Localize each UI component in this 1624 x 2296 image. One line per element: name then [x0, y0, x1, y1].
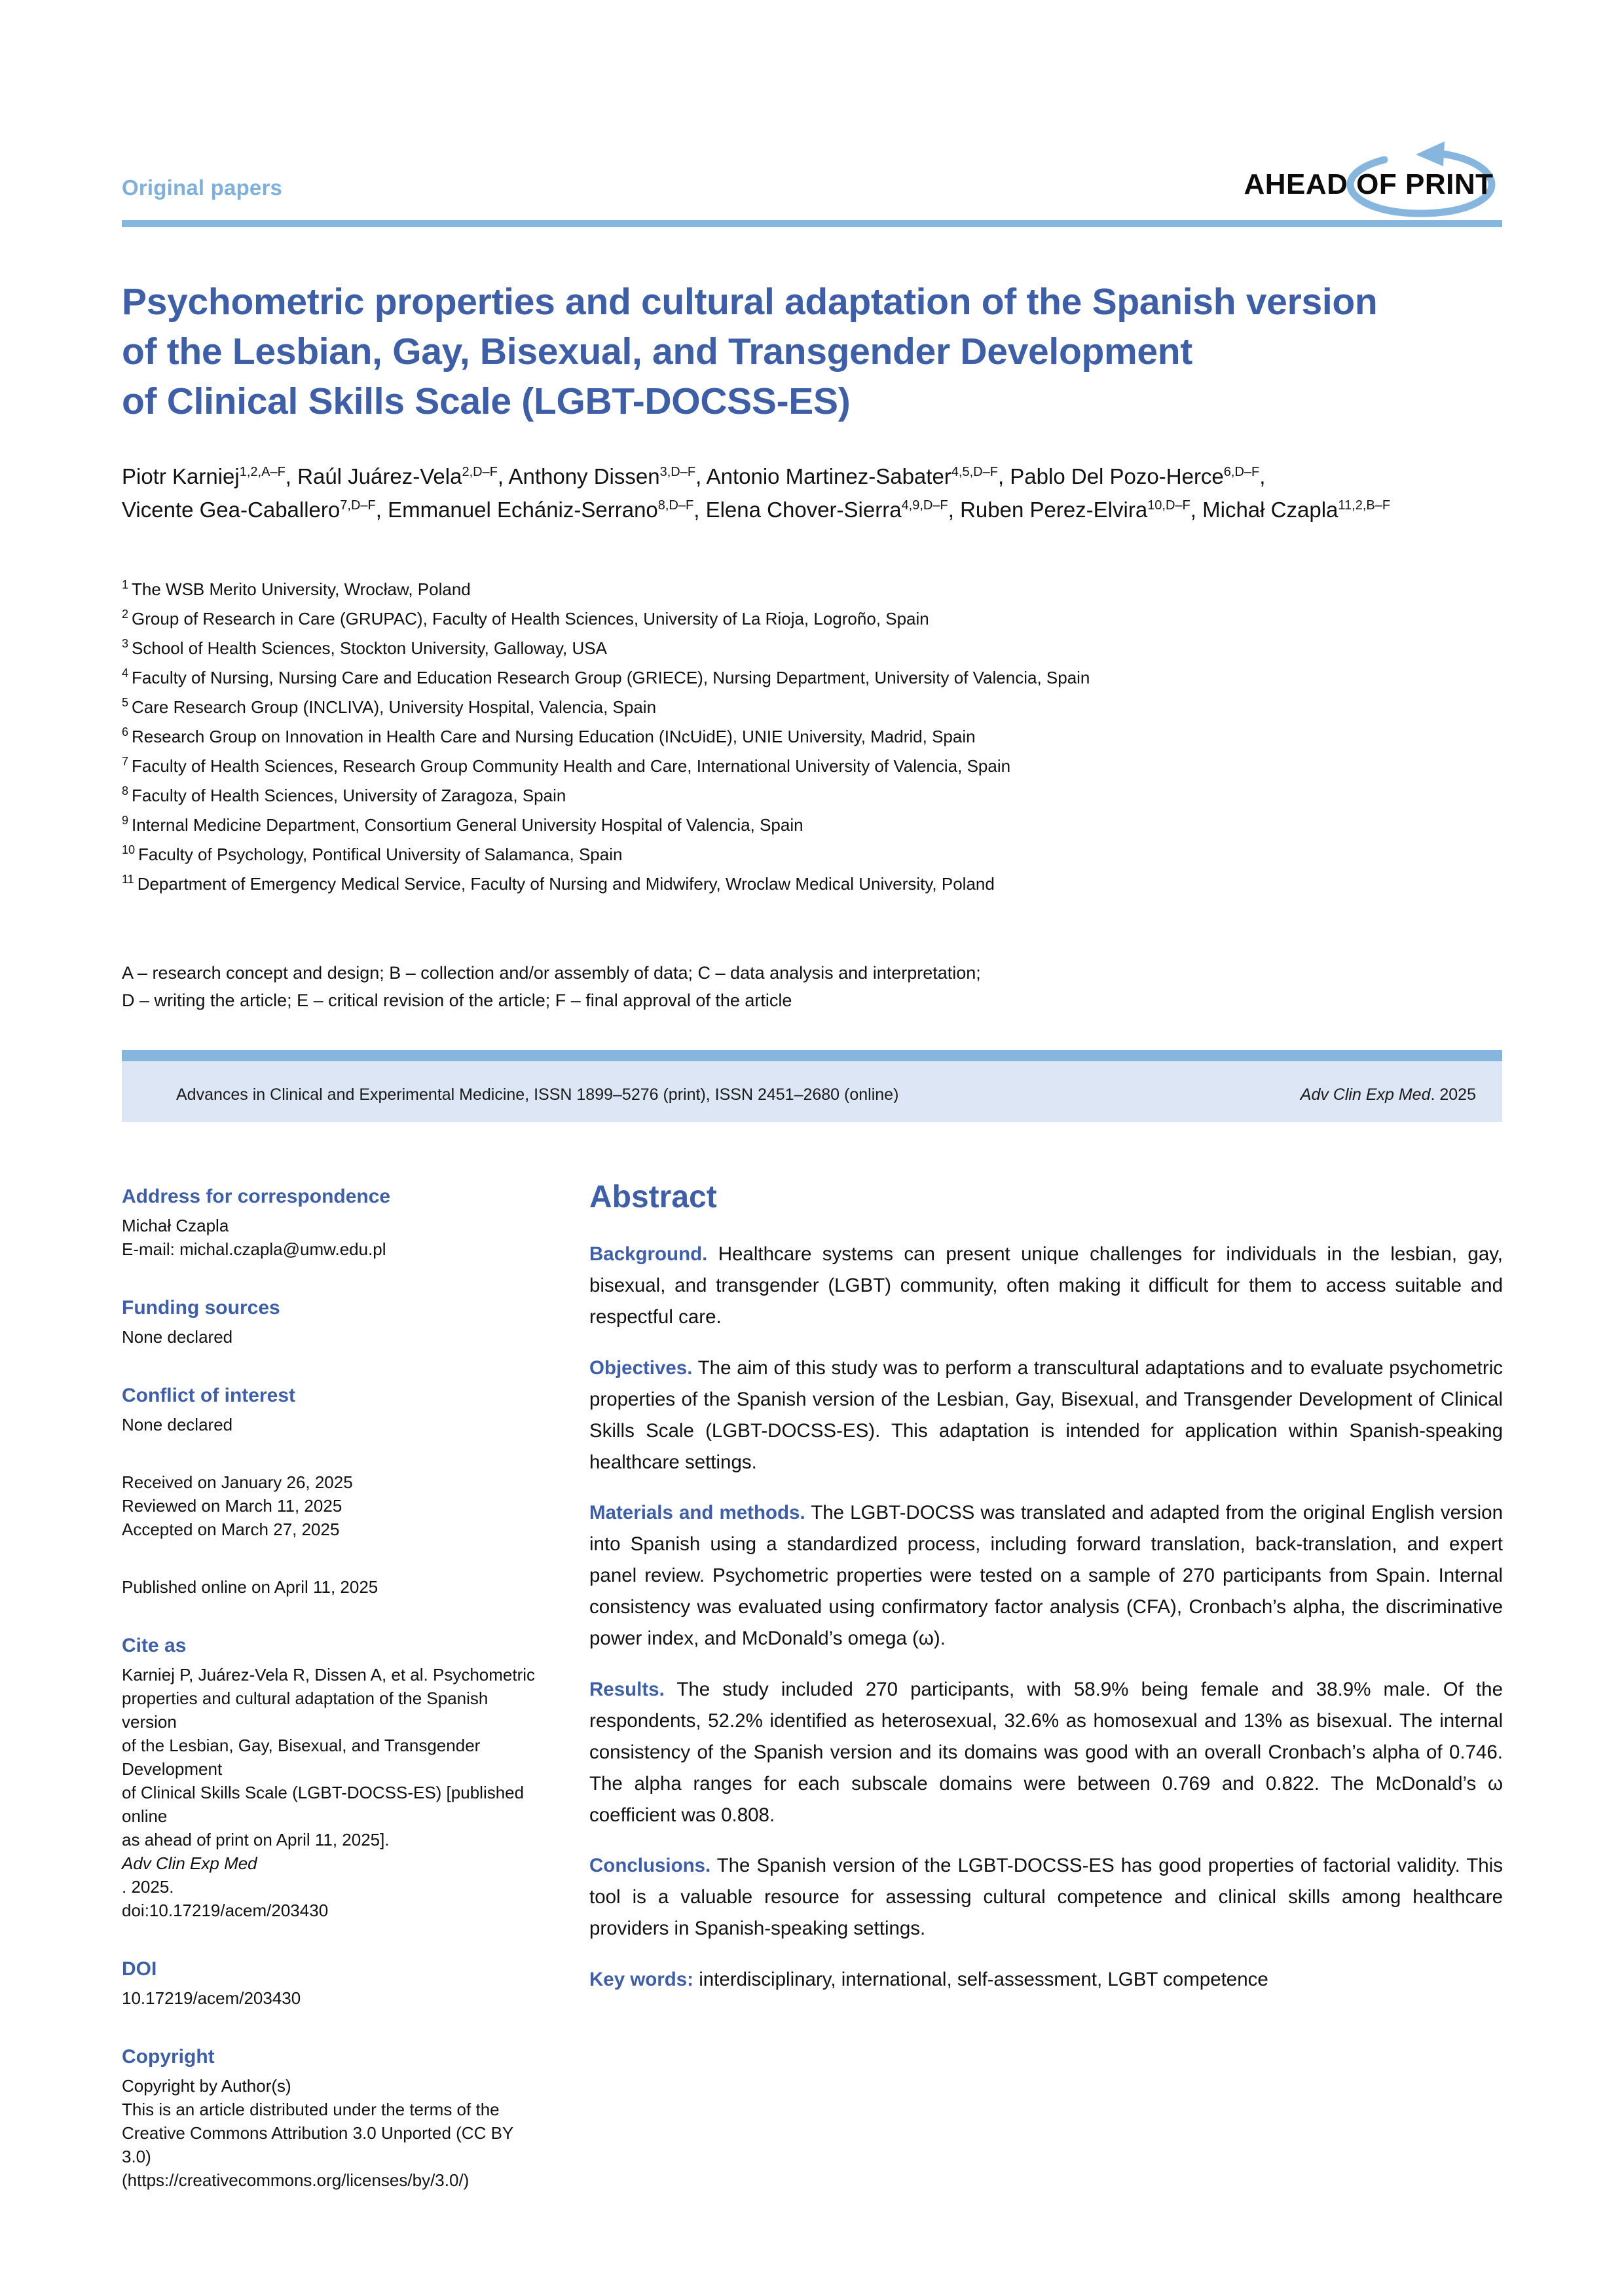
funding-heading: Funding sources — [122, 1297, 280, 1319]
author-name: Ruben Perez-Elvira — [960, 498, 1148, 522]
abstract-section-text: Healthcare systems can present unique challenges for individuals in the lesbian, gay, bisexual, and transgender (LGBT) community, often making it difficult for them to access suitable and respectful care. — [589, 1243, 1503, 1328]
journal-bar-accent — [122, 1050, 1502, 1061]
affiliation-number: 2 — [122, 608, 129, 621]
author-name: Elena Chover-Sierra — [705, 498, 902, 522]
abstract-section-label: Background. — [589, 1243, 708, 1265]
cite-as-line-5-c: . 2025. — [122, 1877, 174, 1897]
funding-text: None declared — [122, 1327, 233, 1347]
author-name: Pablo Del Pozo-Herce — [1010, 464, 1224, 488]
author-line: Piotr Karniej$^{1,2,A-F}$, Raúl Juárez-Vela$^{2,D-F}$, Anthony Dissen$^{3,D-F}$, Antonio Martinez-Sabater$^{4,5,D-F}$, Pablo Del Pozo-Herce$^{6,D-F}$, — [122, 464, 1266, 488]
author-affiliation-marker: 10,D–F — [1147, 498, 1190, 513]
affiliation-number: 11 — [122, 873, 134, 886]
abstract-section-text: The aim of this study was to perform a transcultural adaptations and to evaluate psychometric properties of the Spanish version of the Lesbian, Gay, Bisexual, and Transgender Development of Clinical Skills Scale (LGBT-DOCSS-ES). This adaptation is intended for application within Spanish-speaking healthcare settings. — [589, 1357, 1503, 1473]
author-affiliation-marker: 4,5,D–F — [951, 465, 998, 479]
abstract-section-label: Results. — [589, 1678, 665, 1700]
affiliation-number: 4 — [122, 666, 129, 680]
affiliation-text: Care Research Group (INCLIVA), University Hospital, Valencia, Spain — [132, 697, 657, 717]
cite-as-line-1: Karniej P, Juárez-Vela R, Dissen A, et al. Psychometric — [122, 1665, 536, 1685]
abstract-title: Abstract — [589, 1180, 717, 1214]
date-reviewed: Reviewed on March 11, 2025 — [122, 1496, 342, 1516]
cite-as-block — [122, 1633, 541, 1922]
page-header — [122, 137, 1502, 223]
abstract-section — [589, 1178, 1503, 1995]
title-line-1: Psychometric properties and cultural adaptation of the Spanish version — [122, 281, 1378, 323]
affiliation-item — [122, 869, 1471, 899]
abstract-body — [589, 1239, 1503, 1995]
funding-block — [122, 1295, 541, 1349]
abstract-section-label: Materials and methods. — [589, 1502, 805, 1523]
affiliation-text: Department of Emergency Medical Service, Faculty of Nursing and Midwifery, Wroclaw Medical University, Poland — [137, 874, 995, 894]
doi-value[interactable]: 10.17219/acem/203430 — [122, 1988, 301, 2008]
author-name: Antonio Martinez-Sabater — [706, 464, 951, 488]
dates-body — [122, 1470, 541, 1541]
abstract-section-label: Conclusions. — [589, 1855, 711, 1876]
copyright-line-3: Creative Commons Attribution 3.0 Unported (CC BY 3.0) — [122, 2123, 513, 2166]
affiliation-text: School of Health Sciences, Stockton University, Galloway, USA — [132, 638, 607, 658]
cite-as-line-5 — [122, 1828, 541, 1899]
abstract-paragraph — [589, 1850, 1503, 1944]
title-line-3: of Clinical Skills Scale (LGBT-DOCSS-ES) — [122, 380, 851, 423]
copyright-line-1: Copyright by Author(s) — [122, 2076, 291, 2096]
copyright-license-url[interactable]: (https://creativecommons.org/licenses/by/3.0/) — [122, 2170, 470, 2190]
affiliation-item — [122, 781, 1471, 811]
affiliation-number: 3 — [122, 637, 129, 651]
affiliation-item — [122, 663, 1471, 693]
author-affiliation-marker: 2,D–F — [462, 465, 498, 479]
cite-as-body — [122, 1663, 541, 1922]
affiliation-item — [122, 634, 1471, 663]
author-name: Anthony Dissen — [508, 464, 660, 488]
cite-as-line-2: properties and cultural adaptation of the Spanish version — [122, 1688, 489, 1732]
correspondence-body — [122, 1214, 541, 1261]
affiliation-list — [122, 575, 1471, 899]
author-affiliation-marker: 11,2,B–F — [1338, 498, 1391, 513]
abstract-section-text: interdisciplinary, international, self-assessment, LGBT competence — [693, 1968, 1268, 1990]
abstract-paragraph — [589, 1674, 1503, 1831]
author-name: Emmanuel Echániz-Serrano — [388, 498, 658, 522]
logo-text: AHEAD OF PRINT — [1244, 168, 1494, 200]
correspondence-heading: Address for correspondence — [122, 1186, 391, 1207]
affiliation-item — [122, 604, 1471, 634]
affiliation-text: Faculty of Psychology, Pontifical University of Salamanca, Spain — [138, 845, 623, 864]
title-line-2: of the Lesbian, Gay, Bisexual, and Transgender Development — [122, 331, 1192, 373]
cite-as-line-3: of the Lesbian, Gay, Bisexual, and Transgender Development — [122, 1736, 481, 1779]
abstract-paragraph — [589, 1964, 1503, 1995]
affiliation-number: 9 — [122, 814, 129, 828]
affiliation-item — [122, 693, 1471, 722]
author-name: Vicente Gea-Caballero — [122, 498, 341, 522]
cite-as-line-5-a: as ahead of print on April 11, 2025]. — [122, 1830, 390, 1850]
affiliation-item — [122, 840, 1471, 869]
conflict-heading: Conflict of interest — [122, 1385, 296, 1406]
affiliation-text: The WSB Merito University, Wrocław, Poland — [132, 579, 471, 599]
abstract-section-text: The LGBT-DOCSS was translated and adapted from the original English version into Spanish using a standardized process, including forward translation, back-translation, and expert panel review. Psychometric properties were tested on a sample of 270 participants from Spain. Internal consistency was evaluated using confirmatory factor analysis (CFA), Cronbach’s alpha, the discriminative power index, and McDonald’s omega (ω). — [589, 1502, 1503, 1649]
affiliation-item — [122, 811, 1471, 840]
conflict-body — [122, 1413, 541, 1436]
affiliation-text: Internal Medicine Department, Consortium General University Hospital of Valencia, Spain — [132, 815, 803, 835]
author-name: Michał Czapla — [1202, 498, 1338, 522]
affiliation-item — [122, 575, 1471, 604]
affiliation-number: 7 — [122, 755, 129, 769]
author-affiliation-marker: 8,D–F — [657, 498, 694, 513]
author-list — [122, 460, 1471, 526]
cite-as-doi: doi:10.17219/acem/203430 — [122, 1901, 329, 1920]
conflict-text: None declared — [122, 1415, 233, 1434]
contribution-key — [122, 959, 1471, 1014]
affiliation-text: Group of Research in Care (GRUPAC), Faculty of Health Sciences, University of La Rioja, Logroño, Spain — [132, 609, 929, 629]
abstract-section-text: The study included 270 participants, with 58.9% being female and 38.9% male. Of the respondents, 52.2% identified as heterosexual, 32.6% as homosexual and 13% as bisexual. The internal consistency of the Spanish version and its domains was good with an overall Cronbach’s alpha of 0.746. The alpha ranges for each subscale domains were between 0.769 and 0.822. The McDonald’s ω coefficient was 0.808. — [589, 1678, 1503, 1826]
date-received: Received on January 26, 2025 — [122, 1472, 353, 1492]
affiliation-number: 1 — [122, 578, 129, 592]
copyright-heading: Copyright — [122, 2046, 215, 2068]
affiliation-number: 6 — [122, 725, 129, 739]
author-affiliation-marker: 7,D–F — [340, 498, 376, 513]
affiliation-text: Faculty of Nursing, Nursing Care and Education Research Group (GRIECE), Nursing Department, University of Valencia, Spain — [132, 668, 1090, 687]
cite-as-heading: Cite as — [122, 1635, 187, 1656]
author-line: Vicente Gea-Caballero$^{7,D-F}$, Emmanuel Echániz-Serrano$^{8,D-F}$, Elena Chover-Sierra$^{4,9,D-F}$, Ruben Perez-Elvira$^{10,D-F}$, Michał Czapla$^{11,2,B-F}$ — [122, 498, 1391, 522]
affiliation-text: Research Group on Innovation in Health Care and Nursing Education (INcUidE), UNIE University, Madrid, Spain — [132, 727, 976, 746]
section-kicker: Original papers — [122, 175, 283, 200]
ahead-of-print-logo — [1240, 137, 1502, 221]
abstract-paragraph — [589, 1353, 1503, 1478]
published-block — [122, 1575, 541, 1599]
author-affiliation-marker: 3,D–F — [659, 465, 696, 479]
affiliation-item — [122, 722, 1471, 752]
contribution-key-line-1: A – research concept and design; B – collection and/or assembly of data; C – data analysis and interpretation; — [122, 963, 981, 983]
affiliation-number: 10 — [122, 843, 136, 857]
correspondence-block — [122, 1184, 541, 1261]
date-published-online: Published online on April 11, 2025 — [122, 1577, 378, 1597]
affiliation-text: Faculty of Health Sciences, Research Group Community Health and Care, International University of Valencia, Spain — [132, 756, 1011, 776]
abstract-section-text: The Spanish version of the LGBT-DOCSS-ES has good properties of factorial validity. This tool is a valuable resource for assessing cultural competence and clinical skills among healthcare providers in Spanish-speaking settings. — [589, 1855, 1503, 1939]
date-accepted: Accepted on March 27, 2025 — [122, 1520, 340, 1539]
published-body — [122, 1575, 541, 1599]
dates-block — [122, 1470, 541, 1541]
abstract-paragraph — [589, 1497, 1503, 1654]
metadata-sidebar — [122, 1184, 541, 2226]
doi-heading: DOI — [122, 1958, 157, 1980]
journal-abbrev: Adv Clin Exp Med — [1300, 1085, 1431, 1104]
funding-body — [122, 1325, 541, 1349]
author-name: Piotr Karniej — [122, 464, 240, 488]
copyright-body — [122, 2074, 541, 2192]
affiliation-item — [122, 752, 1471, 781]
cite-as-line-4: of Clinical Skills Scale (LGBT-DOCSS-ES) [published online — [122, 1783, 525, 1826]
page-title — [122, 277, 1438, 426]
author-affiliation-marker: 6,D–F — [1223, 465, 1260, 479]
journal-short-citation — [1301, 1085, 1476, 1104]
author-affiliation-marker: 4,9,D–F — [901, 498, 948, 513]
contribution-key-line-2: D – writing the article; E – critical revision of the article; F – final approval of the article — [122, 991, 792, 1010]
header-divider — [122, 220, 1502, 227]
doi-block — [122, 1956, 541, 2010]
affiliation-number: 8 — [122, 784, 129, 798]
author-name: Raúl Juárez-Vela — [297, 464, 462, 488]
journal-year: . 2025 — [1430, 1085, 1476, 1104]
affiliation-text: Faculty of Health Sciences, University of Zaragoza, Spain — [132, 786, 566, 805]
correspondence-name: Michał Czapla — [122, 1216, 229, 1235]
copyright-line-2: This is an article distributed under the terms of the — [122, 2100, 500, 2119]
journal-issn: Advances in Clinical and Experimental Medicine, ISSN 1899–5276 (print), ISSN 2451–2680 (online) — [176, 1085, 899, 1104]
affiliation-number: 5 — [122, 696, 129, 710]
author-affiliation-marker: 1,2,A–F — [239, 465, 286, 479]
abstract-paragraph — [589, 1239, 1503, 1333]
cite-as-journal-abbrev: Adv Clin Exp Med — [122, 1853, 257, 1873]
doi-body — [122, 1986, 541, 2010]
abstract-section-label: Key words: — [589, 1968, 694, 1990]
copyright-block — [122, 2044, 541, 2192]
abstract-section-label: Objectives. — [589, 1357, 693, 1379]
journal-info-bar — [122, 1050, 1502, 1122]
correspondence-email[interactable]: E-mail: michal.czapla@umw.edu.pl — [122, 1239, 386, 1259]
conflict-block — [122, 1383, 541, 1436]
